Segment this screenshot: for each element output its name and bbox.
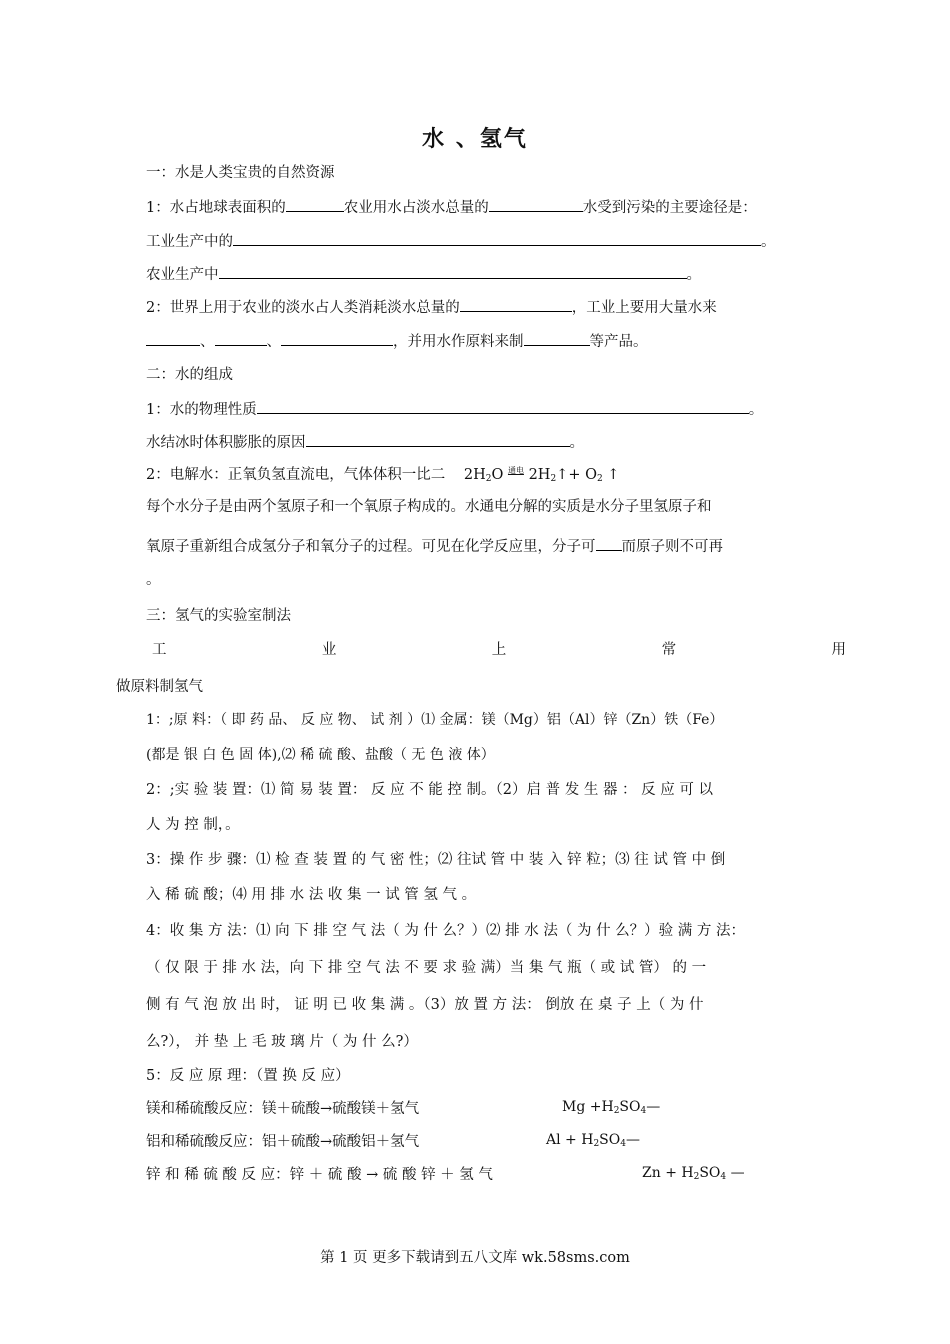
paragraph-line: 做原料制氢气: [116, 679, 203, 695]
fill-blank: [146, 331, 200, 346]
blank-line: [146, 197, 757, 218]
text-span: 2: [485, 474, 492, 484]
blank-line: [146, 264, 701, 285]
text-span: 2: [550, 474, 557, 484]
paragraph-line: 1：;原 料：（ 即 药 品、 反 应 物、 试 剂 ）⑴ 金属：镁（Mg）铝（Al）锌（Zn）铁（Fe）: [146, 712, 724, 728]
text-span: 2: [613, 1106, 620, 1116]
text-span: 用: [831, 642, 846, 658]
text-span: 。: [761, 234, 776, 250]
text-span: 农业用水占淡水总量的: [343, 200, 489, 216]
text-span: —: [625, 1132, 640, 1148]
fill-blank: [219, 264, 687, 279]
text-span: 。: [748, 402, 764, 418]
fill-blank: [489, 197, 583, 212]
paragraph-line: (都是 银 白 色 固 体),⑵ 稀 硫 酸、盐酸（ 无 色 液 体）: [146, 747, 495, 763]
blank-line: [146, 432, 584, 453]
text-span: 2: [596, 474, 603, 484]
text-span: 而原子则不可再: [621, 539, 723, 555]
fill-blank: [286, 197, 344, 212]
text-span: 4: [720, 1172, 727, 1182]
section-heading-2: 二：水的组成: [146, 367, 233, 383]
text-span: 1：水的物理性质: [146, 402, 257, 418]
fill-blank: [215, 331, 267, 346]
fill-blank: [460, 297, 572, 312]
text-span: 工业生产中的: [146, 234, 233, 250]
fill-blank: [524, 331, 590, 346]
text-span: 常: [661, 642, 677, 658]
text-span: Al + H: [546, 1132, 594, 1148]
text-span: 4: [620, 1139, 626, 1149]
text-span: O: [491, 467, 504, 483]
text-span: 业: [321, 642, 337, 658]
text-span: SO: [599, 1132, 621, 1148]
paragraph-line: 2：;实 验 装 置：⑴ 简 易 装 置： 反 应 不 能 控 制。（2）启 普 发 生 器 ： 反 应 可 以: [146, 782, 713, 798]
text-span: 2: [593, 1139, 600, 1149]
text-span: 1：水占地球表面积的: [146, 200, 286, 216]
paragraph-line: 人 为 控 制，。: [146, 817, 240, 833]
paragraph-line: 侧 有 气 泡 放 出 时， 证 明 已 收 集 满 。（3）放 置 方 法： 倒放 在 桌 子 上（ 为 什: [146, 997, 704, 1013]
fill-blank: [596, 536, 622, 551]
page-footer: 第 1 页 更多下载请到五八文库 wk.58sms.com: [320, 1250, 630, 1266]
text-span: 。: [569, 435, 584, 451]
reaction-equation: [642, 1165, 745, 1182]
text-span: 2H: [528, 467, 551, 483]
text-span: SO: [619, 1099, 641, 1115]
text-span: 农业生产中: [146, 267, 219, 283]
reaction-text: 镁和稀硫酸反应：镁＋硫酸→硫酸镁＋氢气: [146, 1101, 420, 1117]
text-span: SO: [699, 1165, 721, 1181]
spread-line: [152, 638, 846, 659]
fill-blank: [257, 399, 749, 414]
text-span: 等产品。: [589, 334, 648, 350]
text-span: 、: [200, 334, 215, 350]
text-span: ，工业上要用大量水来: [571, 300, 717, 316]
text-span: 氧原子重新组合成氢分子和氧分子的过程。可见在化学反应里，分子可: [146, 539, 596, 555]
blank-line: [146, 297, 717, 318]
paragraph-line: 。: [146, 572, 161, 588]
text-span: 2：电解水：正氧负氢直流电，气体体积一比二: [146, 467, 446, 483]
blank-line: [146, 231, 776, 252]
paragraph-line: 每个水分子是由两个氢原子和一个氧原子构成的。水通电分解的实质是水分子里氢原子和: [146, 499, 712, 515]
blank-line: [146, 331, 648, 352]
paragraph-line: 3：操 作 步 骤：⑴ 检 查 装 置 的 气 密 性；⑵ 往试 管 中 装 入 锌 粒；⑶ 往 试 管 中 倒: [146, 852, 726, 868]
text-span: 通电: [507, 466, 524, 475]
electrolysis-line: [146, 465, 619, 489]
text-span: 水结冰时体积膨胀的原因: [146, 435, 306, 451]
text-span: 工: [152, 642, 167, 658]
reaction-text: 铝和稀硫酸反应：铝＋硫酸→硫酸铝＋氢气: [146, 1134, 420, 1150]
fill-blank: [306, 432, 570, 447]
paragraph-line: 入 稀 硫 酸；⑷ 用 排 水 法 收 集 一 试 管 氢 气 。: [146, 887, 477, 903]
blank-line: [146, 399, 763, 420]
text-span: —: [646, 1099, 661, 1115]
text-span: —: [726, 1165, 745, 1181]
text-span: 2H: [463, 467, 486, 483]
text-span: 。: [686, 267, 701, 283]
blank-line: [146, 536, 723, 557]
paragraph-line: （ 仅 限 于 排 水 法，向 下 排 空 气 法 不 要 求 验 满）当 集 气 瓶（ 或 试 管） 的 一: [146, 960, 707, 976]
text-span: 上: [491, 642, 507, 658]
fill-blank: [281, 331, 393, 346]
fill-blank: [233, 231, 761, 246]
paragraph-line: 么?）， 并 垫 上 毛 玻 璃 片（ 为 什 么?）: [146, 1034, 418, 1050]
reaction-text: 锌 和 稀 硫 酸 反 应：锌 ＋ 硫 酸 → 硫 酸 锌 ＋ 氢 气: [146, 1167, 493, 1183]
section-heading-3: 三：氢气的实验室制法: [146, 608, 291, 624]
text-span: 2：世界上用于农业的淡水占人类消耗淡水总量的: [146, 300, 460, 316]
text-span: Zn + H: [642, 1165, 694, 1181]
paragraph-line: 4：收 集 方 法：⑴ 向 下 排 空 气 法（ 为 什 么？）⑵ 排 水 法（ 为 什 么？）验 满 方 法：: [146, 923, 746, 939]
section-heading-1: 一：水是人类宝贵的自然资源: [146, 165, 335, 181]
text-span: 4: [640, 1106, 647, 1116]
text-span: ，并用水作原料来制: [393, 334, 524, 350]
text-span: 2: [693, 1172, 700, 1182]
text-span: Mg +H: [562, 1099, 614, 1115]
text-span: ↑+ O: [556, 467, 597, 483]
reaction-equation: [546, 1132, 640, 1149]
paragraph-line: 5：反 应 原 理：（置 换 反 应）: [146, 1068, 350, 1084]
page-title: 水 、氢气: [422, 126, 528, 152]
text-span: 水受到污染的主要途径是：: [582, 200, 757, 216]
text-span: ↑: [602, 467, 620, 483]
equation: [464, 467, 620, 483]
reaction-equation: [562, 1099, 660, 1116]
text-span: 、: [266, 334, 281, 350]
